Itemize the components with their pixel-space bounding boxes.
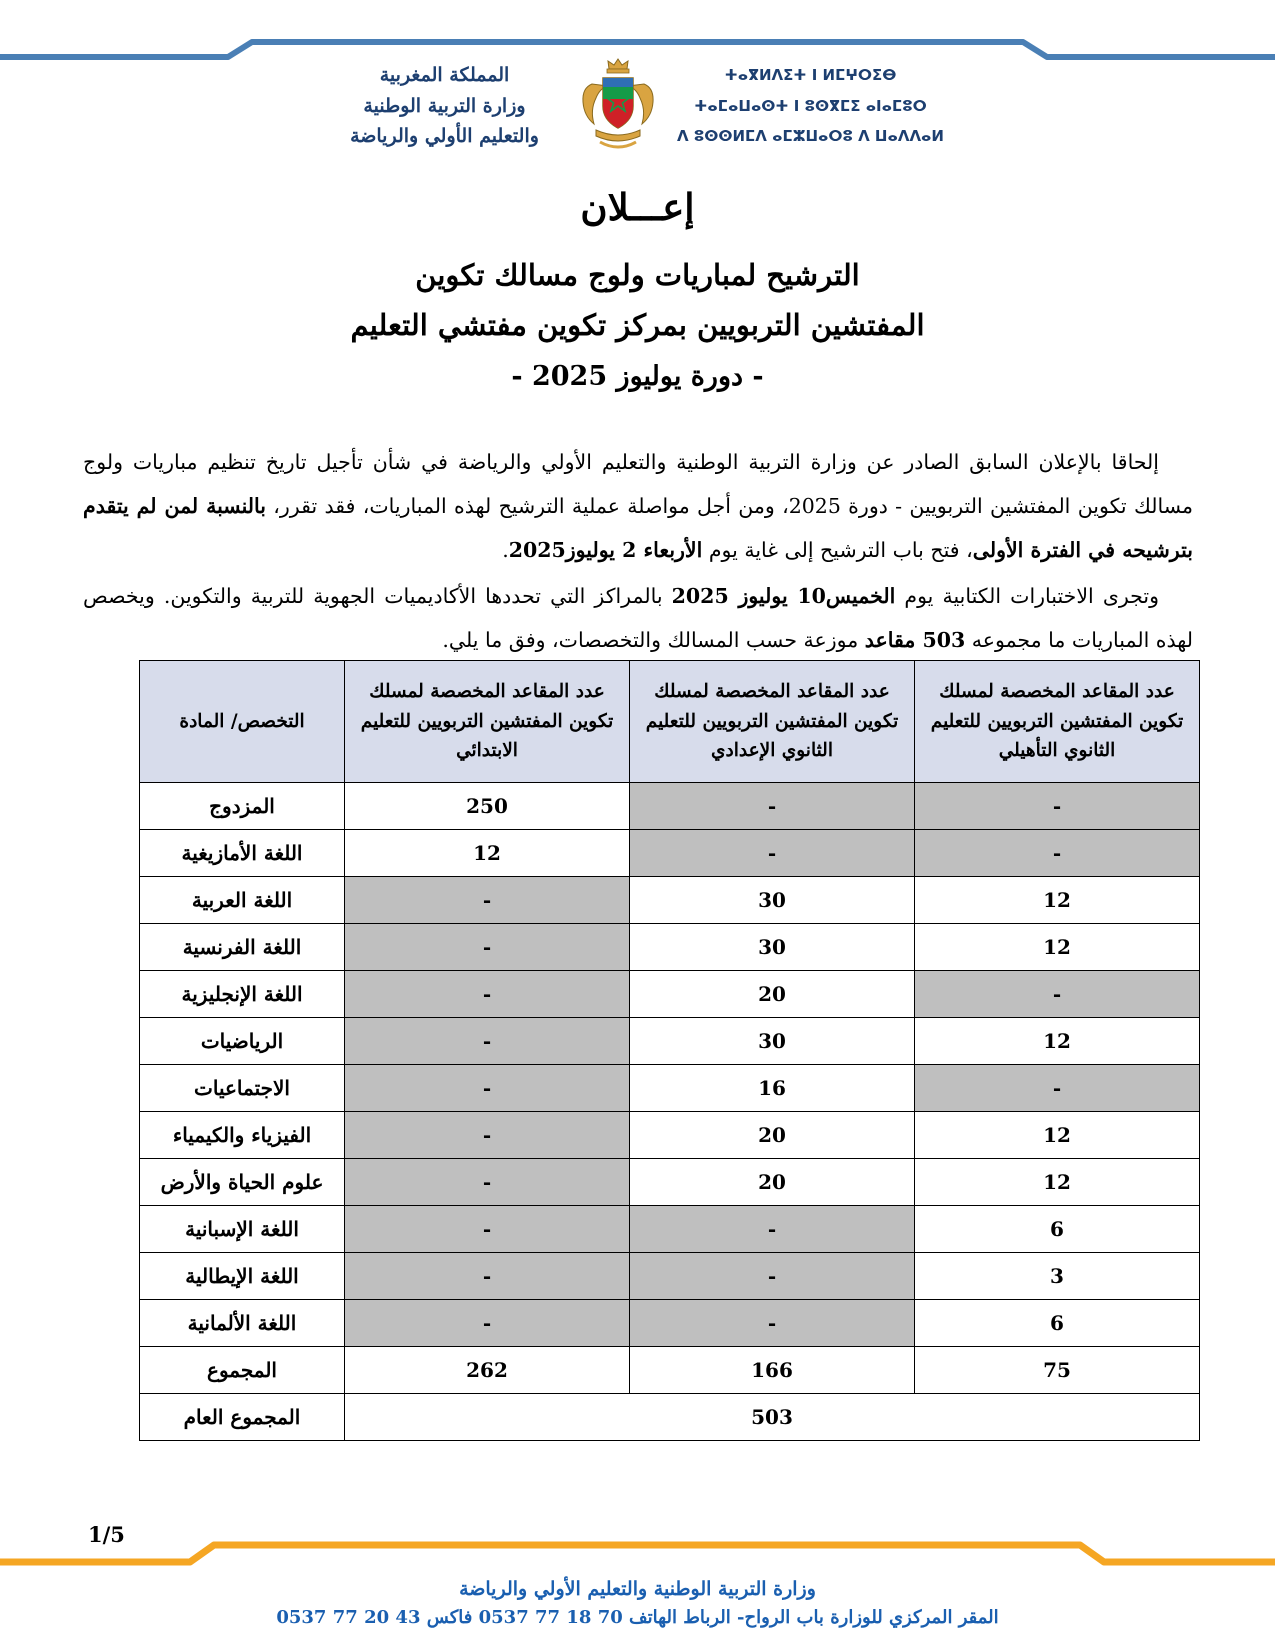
morocco-coat-of-arms-icon (570, 54, 666, 158)
cell-seat-count: 20 (630, 1112, 915, 1159)
table-row (140, 971, 1200, 1018)
cell-not-applicable: - (345, 924, 630, 971)
cell-not-applicable: - (630, 1253, 915, 1300)
cell-not-applicable: - (345, 1112, 630, 1159)
paragraph-1 (83, 440, 1193, 572)
letterhead-arabic-line-3: والتعليم الأولي والرياضة (350, 125, 539, 148)
seats-distribution-table (139, 660, 1200, 1441)
cell-subject-name: الاجتماعيات (140, 1065, 345, 1112)
cell-not-applicable: - (915, 1065, 1200, 1112)
cell-subject-name: المزدوج (140, 783, 345, 830)
cell-not-applicable: - (345, 1253, 630, 1300)
table-row-grand-total (140, 1394, 1200, 1441)
cell-seat-count: 6 (915, 1300, 1200, 1347)
cell-grand-total-value: 503 (345, 1394, 1200, 1441)
column-header-lower-secondary: عدد المقاعد المخصصة لمسلك تكوين المفتشين التربويين للتعليم الثانوي الإعدادي (630, 661, 915, 783)
paragraph-2 (83, 574, 1193, 662)
column-header-upper-secondary: عدد المقاعد المخصصة لمسلك تكوين المفتشين التربويين للتعليم الثانوي التأهيلي (915, 661, 1200, 783)
p2-part-c: بالمراكز التي تحددها الأكاديميات الجهوية للتربية والتكوين. ويخصص لهذه المباريات ما مجموعه (83, 584, 1193, 653)
letterhead-arabic-line-2: وزارة التربية الوطنية (363, 94, 526, 117)
p1-part-a: إلحاقا بالإعلان السابق الصادر عن وزارة التربية الوطنية والتعليم الأولي والرياضة في شأن تأجيل تاريخ تنظيم مباريات ولوج مسالك تكوين المفتشين التربويين - دورة 2025، ومن أجل مواصلة عملية الترشيح لهذه المباريات، فقد تقرر، (83, 450, 1193, 519)
cell-seat-count: 30 (630, 1018, 915, 1065)
p2-part-d: 503 مقاعد (864, 628, 966, 653)
table-row (140, 830, 1200, 877)
cell-seat-count: 3 (915, 1253, 1200, 1300)
p2-part-a: وتجرى الاختبارات الكتابية يوم (895, 584, 1160, 609)
cell-subject-name: اللغة الإيطالية (140, 1253, 345, 1300)
cell-subject-name: اللغة العربية (140, 877, 345, 924)
cell-not-applicable: - (345, 1300, 630, 1347)
cell-subject-name: اللغة الألمانية (140, 1300, 345, 1347)
table-row (140, 1018, 1200, 1065)
cell-total-upper: 75 (915, 1347, 1200, 1394)
cell-not-applicable: - (345, 1159, 630, 1206)
p1-part-c: ، فتح باب الترشيح إلى غاية يوم (702, 538, 973, 563)
p1-part-b: بالنسبة لمن لم يتقدم بترشيحه في الفترة الأولى (83, 494, 1193, 563)
cell-subject-name: علوم الحياة والأرض (140, 1159, 345, 1206)
column-header-primary: عدد المقاعد المخصصة لمسلك تكوين المفتشين التربويين للتعليم الابتدائي (345, 661, 630, 783)
table-body (140, 783, 1200, 1441)
cell-seat-count: 12 (915, 1112, 1200, 1159)
cell-seat-count: 20 (630, 1159, 915, 1206)
cell-subject-name: اللغة الإنجليزية (140, 971, 345, 1018)
cell-subject-name: الفيزياء والكيمياء (140, 1112, 345, 1159)
cell-not-applicable: - (915, 971, 1200, 1018)
cell-not-applicable: - (630, 1300, 915, 1347)
cell-seat-count: 12 (915, 924, 1200, 971)
cell-not-applicable: - (630, 830, 915, 877)
p1-part-e: . (502, 538, 509, 563)
cell-not-applicable: - (345, 1018, 630, 1065)
footer-ministry-name: وزارة التربية الوطنية والتعليم الأولي والرياضة (459, 1577, 816, 1600)
letterhead-tifinagh-line-3: ⴷ ⵓⵙⵙⵍⵎⴷ ⴰⵎⵣⵡⴰⵔⵓ ⴷ ⵡⴰⴷⴷⴰⵍ (677, 127, 944, 146)
table-row (140, 1253, 1200, 1300)
cell-seat-count: 30 (630, 877, 915, 924)
table-head (140, 661, 1200, 783)
cell-not-applicable: - (345, 971, 630, 1018)
column-header-subject: التخصص/ المادة (140, 661, 345, 783)
table-row (140, 1206, 1200, 1253)
cell-not-applicable: - (915, 783, 1200, 830)
page-title-line-2: المفتشين التربويين بمركز تكوين مفتشي التعليم (350, 307, 925, 342)
cell-total-label: المجموع (140, 1347, 345, 1394)
cell-subject-name: اللغة الفرنسية (140, 924, 345, 971)
seats-table-wrapper (140, 660, 1200, 1441)
session-date: - دورة يوليوز 2025 - (511, 360, 764, 392)
table-row (140, 1300, 1200, 1347)
footer (0, 1575, 1275, 1632)
footer-contact: المقر المركزي للوزارة باب الرواح- الرباط الهاتف 70 18 77 0537 فاكس 43 20 77 0537 (276, 1607, 999, 1629)
cell-subject-name: الرياضيات (140, 1018, 345, 1065)
letterhead-arabic-line-1: المملكة المغربية (379, 63, 510, 86)
bottom-decorative-bar (0, 1532, 1275, 1572)
table-row (140, 1159, 1200, 1206)
cell-seat-count: 250 (345, 783, 630, 830)
page-title-line-1: الترشيح لمباريات ولوج مسالك تكوين (415, 258, 860, 292)
cell-not-applicable: - (345, 877, 630, 924)
cell-seat-count: 12 (915, 1018, 1200, 1065)
letterhead-tifinagh-line-1: ⵜⴰⴳⵍⴷⵉⵜ ⵏ ⵍⵎⵖⵔⵉⴱ (724, 65, 897, 84)
cell-not-applicable: - (630, 783, 915, 830)
cell-seat-count: 20 (630, 971, 915, 1018)
cell-not-applicable: - (915, 830, 1200, 877)
cell-subject-name: اللغة الإسبانية (140, 1206, 345, 1253)
table-row (140, 877, 1200, 924)
table-row (140, 783, 1200, 830)
cell-seat-count: 6 (915, 1206, 1200, 1253)
table-header-row (140, 661, 1200, 783)
letterhead-tifinagh (666, 60, 956, 152)
cell-seat-count: 30 (630, 924, 915, 971)
cell-seat-count: 16 (630, 1065, 915, 1112)
body-text (83, 440, 1193, 662)
table-row-total (140, 1347, 1200, 1394)
letterhead-arabic (320, 60, 570, 152)
cell-total-primary: 262 (345, 1347, 630, 1394)
p2-part-e: موزعة حسب المسالك والتخصصات، وفق ما يلي. (442, 628, 865, 653)
cell-seat-count: 12 (915, 1159, 1200, 1206)
table-row (140, 1065, 1200, 1112)
p1-part-d: الأربعاء 2 يوليوز2025 (508, 538, 703, 563)
announcement-heading: إعـــلان (580, 185, 695, 229)
cell-not-applicable: - (345, 1065, 630, 1112)
cell-subject-name: اللغة الأمازيغية (140, 830, 345, 877)
letterhead-tifinagh-line-2: ⵜⴰⵎⴰⵡⴰⵙⵜ ⵏ ⵓⵙⴳⵎⵉ ⴰⵏⴰⵎⵓⵔ (694, 96, 927, 115)
table-row (140, 924, 1200, 971)
cell-seat-count: 12 (345, 830, 630, 877)
table-row (140, 1112, 1200, 1159)
page-number: 1/5 (88, 1522, 125, 1547)
title-block (0, 185, 1275, 392)
cell-total-lower: 166 (630, 1347, 915, 1394)
cell-not-applicable: - (345, 1206, 630, 1253)
letterhead (0, 50, 1275, 162)
p2-part-b: الخميس10 يوليوز 2025 (671, 584, 896, 609)
cell-seat-count: 12 (915, 877, 1200, 924)
cell-grand-total-label: المجموع العام (140, 1394, 345, 1441)
cell-not-applicable: - (630, 1206, 915, 1253)
